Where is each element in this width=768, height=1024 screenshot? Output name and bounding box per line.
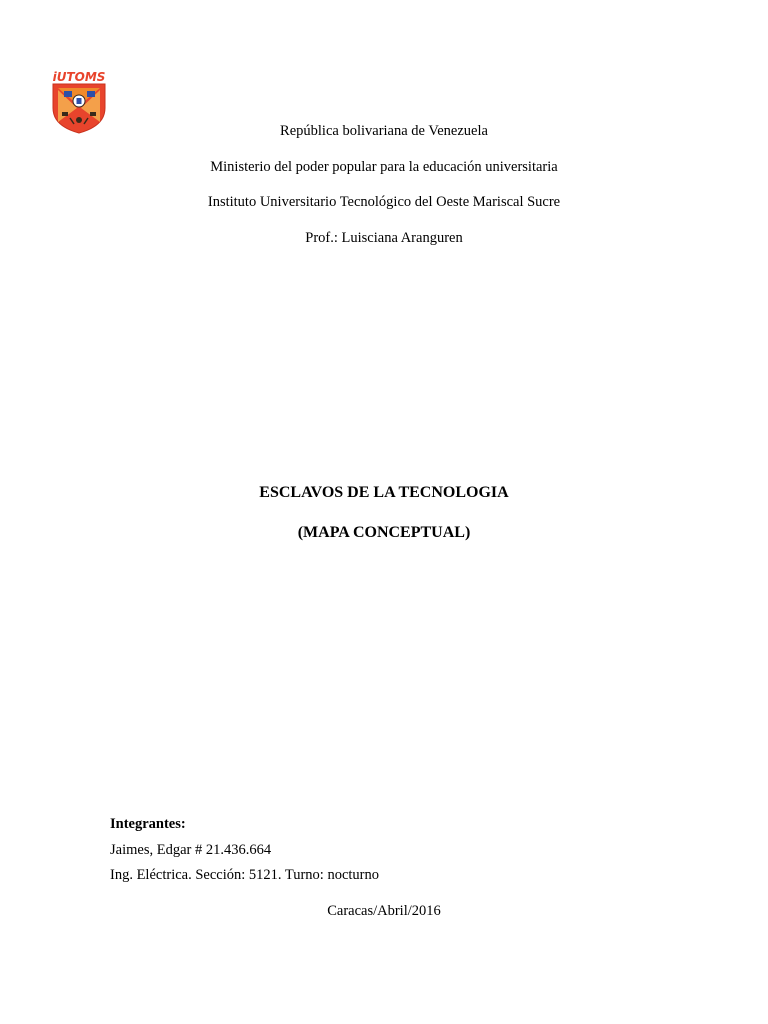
logo-lettering: iUTOMS [52, 70, 106, 84]
logo-blue-accent-left [64, 91, 72, 97]
header-institute: Instituto Universitario Tecnológico del Oeste Mariscal Sucre [207, 194, 561, 210]
document-title: ESCLAVOS DE LA TECNOLOGIA [259, 484, 509, 501]
logo-blue-accent-right [87, 91, 95, 97]
header-ministry: Ministerio del poder popular para la educación universitaria [210, 159, 558, 175]
member-student: Jaimes, Edgar # 21.436.664 [110, 842, 272, 858]
place-date: Caracas/Abril/2016 [327, 903, 441, 919]
header-professor: Prof.: Luisciana Aranguren [305, 230, 463, 246]
document-subtitle: (MAPA CONCEPTUAL) [297, 524, 471, 541]
header-country: República bolivariana de Venezuela [280, 123, 488, 139]
members-label: Integrantes: [110, 816, 186, 832]
member-details: Ing. Eléctrica. Sección: 5121. Turno: nocturno [110, 867, 380, 883]
